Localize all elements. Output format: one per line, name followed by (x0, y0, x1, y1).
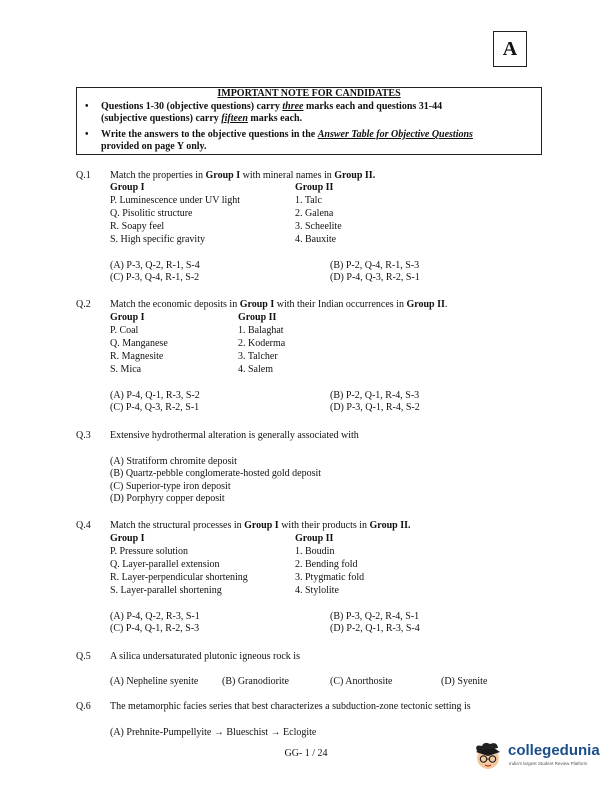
group-i-heading: Group I (110, 182, 145, 193)
question-number: Q.5 (76, 651, 91, 662)
option-d[interactable]: (D) Porphyry copper deposit (110, 493, 225, 504)
question-stem: Match the economic deposits in Group I with their Indian occurrences in Group II. (110, 299, 448, 310)
group-ii-item: 2. Bending fold (295, 559, 358, 570)
note-title: IMPORTANT NOTE FOR CANDIDATES (217, 88, 401, 99)
option-b[interactable]: (B) Granodiorite (222, 676, 289, 687)
group-i-item: R. Magnesite (110, 351, 164, 362)
question-stem: The metamorphic facies series that best characterizes a subduction-zone tectonic setting is (110, 701, 471, 712)
group-ii-heading: Group II (295, 182, 334, 193)
option-a[interactable]: (A) Prehnite-Pumpellyite → Blueschist → Eclogite (110, 727, 317, 738)
group-i-item: P. Coal (110, 325, 139, 336)
group-i-item: Q. Pisolitic structure (110, 208, 193, 219)
option-d[interactable]: (D) P-4, Q-3, R-2, S-1 (330, 272, 420, 283)
group-ii-item: 1. Balaghat (238, 325, 284, 336)
group-i-item: R. Layer-perpendicular shortening (110, 572, 248, 583)
option-d[interactable]: (D) P-2, Q-1, R-3, S-4 (330, 623, 420, 634)
bullet-icon: • (85, 101, 89, 112)
option-b[interactable]: (B) P-2, Q-1, R-4, S-3 (330, 390, 420, 401)
important-note-box (76, 87, 542, 155)
logo-tagline: India's largest Student Review Platform (509, 761, 588, 766)
question-number: Q.3 (76, 430, 91, 441)
question-stem: A silica undersaturated plutonic igneous rock is (110, 651, 300, 662)
question-number: Q.2 (76, 299, 91, 310)
question-stem: Extensive hydrothermal alteration is generally associated with (110, 430, 359, 441)
option-a[interactable]: (A) P-4, Q-1, R-3, S-2 (110, 390, 200, 401)
group-i-heading: Group I (110, 312, 145, 323)
option-b[interactable]: (B) P-3, Q-2, R-4, S-1 (330, 611, 420, 622)
logo-wordmark: collegedunia (508, 742, 600, 759)
group-ii-item: 1. Boudin (295, 546, 335, 557)
group-ii-item: 4. Bauxite (295, 234, 337, 245)
option-a[interactable]: (A) P-4, Q-2, R-3, S-1 (110, 611, 200, 622)
option-d[interactable]: (D) P-3, Q-1, R-4, S-2 (330, 402, 420, 413)
group-ii-item: 3. Ptygmatic fold (295, 572, 365, 583)
question-stem: Match the properties in Group I with mineral names in Group II. (110, 170, 376, 181)
page-footer: GG- 1 / 24 (284, 748, 328, 759)
group-ii-heading: Group II (238, 312, 277, 323)
group-ii-item: 2. Koderma (238, 338, 286, 349)
option-d[interactable]: (D) Syenite (441, 676, 488, 687)
note-item-2: • Write the answers to the objective questions in the Answer Table for Objective Questions provided on page Y only. (85, 129, 473, 152)
question-number: Q.4 (76, 520, 91, 531)
group-ii-item: 4. Salem (238, 364, 273, 375)
group-i-item: Q. Manganese (110, 338, 168, 349)
group-i-item: S. Mica (110, 364, 142, 375)
group-ii-item: 3. Scheelite (295, 221, 342, 232)
question-stem: Match the structural processes in Group I with their products in Group II. (110, 520, 411, 531)
option-a[interactable]: (A) P-3, Q-2, R-1, S-4 (110, 260, 200, 271)
option-b[interactable]: (B) P-2, Q-4, R-1, S-3 (330, 260, 420, 271)
student-mascot-icon (470, 738, 506, 774)
group-i-item: P. Pressure solution (110, 546, 189, 557)
option-a[interactable]: (A) Nepheline syenite (110, 676, 199, 687)
collegedunia-logo (470, 738, 605, 774)
group-ii-item: 2. Galena (295, 208, 334, 219)
option-c[interactable]: (C) Anorthosite (330, 676, 393, 687)
group-ii-item: 4. Stylolite (295, 585, 339, 596)
option-c[interactable]: (C) P-4, Q-3, R-2, S-1 (110, 402, 200, 413)
group-i-item: R. Soapy feel (110, 221, 165, 232)
group-ii-item: 3. Talcher (238, 351, 278, 362)
group-i-item: S. Layer-parallel shortening (110, 585, 222, 596)
option-c[interactable]: (C) P-4, Q-1, R-2, S-3 (110, 623, 200, 634)
option-c[interactable]: (C) P-3, Q-4, R-1, S-2 (110, 272, 200, 283)
option-a[interactable]: (A) Stratiform chromite deposit (110, 456, 237, 467)
paper-series-box: A (493, 31, 527, 67)
group-i-item: P. Luminescence under UV light (110, 195, 241, 206)
group-ii-heading: Group II (295, 533, 334, 544)
note-item-1: • Questions 1-30 (objective questions) carry three marks each and questions 31-44 (subjective questions) carry fifteen marks each. (85, 101, 443, 124)
group-ii-item: 1. Talc (295, 195, 322, 206)
bullet-icon: • (85, 129, 89, 140)
group-i-item: Q. Layer-parallel extension (110, 559, 220, 570)
question-number: Q.6 (76, 701, 91, 712)
option-b[interactable]: (B) Quartz-pebble conglomerate-hosted gold deposit (110, 468, 322, 479)
group-i-heading: Group I (110, 533, 145, 544)
question-number: Q.1 (76, 170, 91, 181)
group-i-item: S. High specific gravity (110, 234, 205, 245)
option-c[interactable]: (C) Superior-type iron deposit (110, 481, 231, 492)
